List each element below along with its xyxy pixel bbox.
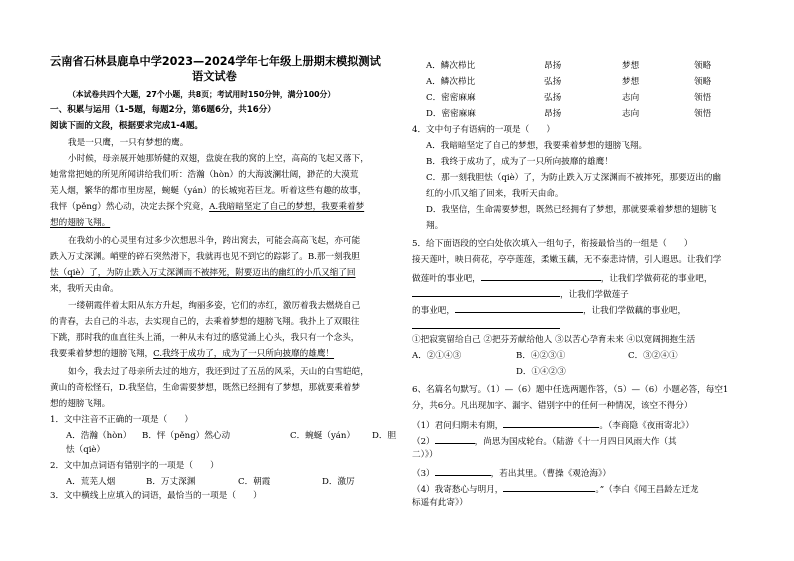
q6-text: 。”（李白《闻王昌龄左迁龙: [595, 485, 699, 495]
q5-option-c: C．③②④①: [628, 351, 678, 361]
passage-line: 黄山的奇松怪石，D.我坚信，生命需要梦想，既然已经拥有了梦想，那就要乘着梦: [50, 383, 361, 393]
q6-text: 。（李商隐《夜雨寄北》）: [599, 421, 694, 431]
q4-option-d-cont: 翔。: [426, 221, 444, 231]
passage-line: 想的翅膀飞翔。: [50, 399, 111, 409]
q1-option-b: B．怦（pěng）然心动: [142, 431, 231, 441]
q3-cell: 领悟: [694, 93, 712, 103]
q5-option-d: D．①④②③: [516, 367, 566, 377]
passage-line: [50, 348, 334, 360]
passage-line: 跌入万丈深渊。峭壁的碎石突然滑下，我就再也见不到它的踪影了。B.那一刻我胆: [50, 252, 360, 262]
q3-stem: 3．文中横线上应填入的词语，最恰当的一项是（ ）: [50, 491, 262, 501]
q1-option-a: A．浩瀚（hòn）: [66, 431, 132, 441]
q6-text: （2）: [412, 437, 435, 447]
q5-text-part: ，让我们学做荷花的事业吧，: [600, 274, 713, 284]
q6-blank-2[interactable]: [435, 433, 475, 444]
q5-blank-2[interactable]: [412, 286, 560, 297]
q3-cell: 弘扬: [544, 77, 562, 87]
q5-text: 接天莲叶，映日荷花，亭亭莲莲，柔嫩玉藕，无不泰悲诗情，引人遐思。让我们学: [412, 255, 722, 265]
q6-text: （4）我寄愁心与明月，: [412, 485, 504, 495]
q1-option-d-cont: 怯（qiè）: [66, 445, 106, 455]
passage-text: 我怦（pěng）然心动，决定去探个究竟，: [50, 202, 210, 212]
passage-line: [50, 201, 364, 213]
q3-cell: 志向: [622, 93, 640, 103]
q6-item-4: [412, 481, 699, 496]
q6-item-3: [412, 465, 611, 480]
passage-line: 她常常把她的所见所闻讲给我们听：浩瀚（hòn）的大海波澜壮阔，渺茫的大漠荒: [50, 170, 359, 180]
q3-cell: C．密密麻麻: [426, 93, 476, 103]
passage-line: 在我幼小的心灵里有过多少次想思斗争，跨出窝去，可能会高高飞起，亦可能: [68, 236, 361, 246]
q6-blank-1[interactable]: [503, 417, 599, 428]
q2-option-d: D．激厉: [322, 477, 355, 487]
q6-item-1: [412, 417, 694, 432]
passage-line: 来，我听天由命。: [50, 284, 119, 294]
sentence-b: 怯（qiè）了，为防止跌入万丈深渊而不被摔死，附要迈出的幽红的小爪又缩了回: [50, 268, 356, 278]
section1-instruction: 阅读下面的文段，根据要求完成1-4题。: [50, 121, 204, 131]
q4-stem: 4．文中句子有语病的一项是（ ）: [412, 125, 555, 135]
q3-cell: 弘扬: [544, 93, 562, 103]
q5-text-part: ，让我们学做藕的事业吧，: [582, 306, 687, 316]
q6-stem-cont: 分，共6分。凡出现加字、漏字、错别字中的任何一种情况，该空不得分）: [412, 401, 693, 411]
exam-subtitle: 语文试卷: [192, 70, 237, 83]
q4-option-c-cont: 红的小爪又缩了回来，我听天由命。: [426, 189, 564, 199]
q3-cell: D．密密麻麻: [426, 109, 476, 119]
q4-option-a: A．我暗暗坚定了自己的梦想，我要乘着梦想的翅膀飞翔。: [426, 141, 648, 151]
passage-line: 芜人烟，繁华的都市里房屋，蜿蜒（yán）的长城宛若巨龙。听着这些有趣的故事，: [50, 186, 367, 196]
q6-blank-3[interactable]: [435, 465, 491, 476]
q2-option-b: B．万丈深渊: [146, 477, 196, 487]
q2-option-a: A．荒芜人烟: [66, 477, 116, 487]
q5-blank-3[interactable]: [455, 302, 583, 313]
sentence-c: C.我终于成功了，成为了一只所向披靡的雄鹰！: [153, 349, 335, 359]
q6-item-2: [412, 433, 677, 448]
q3-cell: 领略: [694, 61, 712, 71]
q6-item-2-cont: 二）》）: [412, 450, 438, 460]
q5-text: [412, 286, 629, 301]
q5-option-b: B．④②③①: [516, 351, 566, 361]
q4-option-b: B．我终于成功了，成为了一只所向披靡的雄鹰！: [426, 157, 613, 167]
passage-line: 一缕朝霞伴着太阳从东方升起，绚丽多姿，它们的赤红，激厉着我去燃烧自己: [68, 301, 361, 311]
q6-text: ，尚思为国戍轮台。（陆游《十一月四日风雨大作（其: [474, 437, 677, 447]
q5-option-a: A．②①④③: [412, 351, 462, 361]
q1-option-d: D．胆: [372, 431, 397, 441]
q3-cell: 昂扬: [544, 61, 562, 71]
passage-line: 的青春，去自己的斗志，去实现自己的，去乘着梦想的翅膀飞翔。我扑上了双眼往: [50, 317, 360, 327]
q3-cell: A．鳞次栉比: [426, 61, 476, 71]
passage-line: 小时候，母亲展开她那矫健的双翅，盘旋在我的窝的上空，高高的飞起又落下，: [68, 154, 369, 164]
exam-title: 云南省石林县鹿阜中学2023—2024学年七年级上册期末模拟测试: [50, 55, 381, 68]
sentence-a: A.我暗暗坚定了自己的梦想，我要乘着梦: [209, 202, 365, 212]
q2-stem: 2．文中加点词语有错别字的一项是（ ）: [50, 461, 219, 471]
q3-cell: 领略: [694, 77, 712, 87]
q5-text: [412, 318, 560, 333]
passage-text: 我要乘着梦想的翅膀飞翔，: [50, 349, 154, 359]
q5-text-part: 做莲叶的事业吧，: [412, 274, 481, 284]
q6-text: （3）: [412, 469, 435, 479]
q2-option-c: C．朝霞: [238, 477, 271, 487]
q5-text: [412, 302, 686, 317]
q3-cell: 昂扬: [544, 109, 562, 119]
section1-heading: 一、积累与运用（1-5题，每题2分，第6题6分，共16分）: [50, 105, 276, 115]
passage-line: 下跳，那时我的血直往头上涌，一种从未有过的感觉涌上心头，我只有一个念头，: [50, 333, 360, 343]
passage-line: 如今，我去过了母亲所去过的地方，我还到过了五岳的风采，天山的白雪皑皑，: [68, 367, 369, 377]
q3-cell: 梦想: [622, 61, 640, 71]
q1-stem: 1．文中注音不正确的一项是（ ）: [50, 415, 193, 425]
q5-items: ①把寂寞留给自己 ②把芬芳献给他人 ③以苦心孕育未来 ④以宽阔拥抱生活: [412, 335, 696, 345]
q6-stem: 6、名篇名句默写。（1）—（6）题中任选两题作答，（5）—（6）小题必答，每空1: [412, 385, 729, 395]
q6-text: （1）君问归期未有期，: [412, 421, 504, 431]
exam-note: （本试卷共四个大题，27个小题，共8页；考试用时150分钟，满分100分）: [68, 90, 336, 99]
q5-text: [412, 270, 713, 285]
q3-cell: 志向: [622, 109, 640, 119]
q3-cell: 领悟: [694, 109, 712, 119]
q5-text-part: 的事业吧，: [412, 306, 455, 316]
q6-text: ，若出其里。（曹操《观沧海》）: [490, 469, 611, 479]
q4-option-d: D．我坚信，生命需要梦想，既然已经拥有了梦想，那就要乘着梦想的翅膀飞: [426, 205, 717, 215]
q6-item-4-cont: 标遥有此寄》）: [412, 498, 468, 508]
q5-blank-4[interactable]: [412, 318, 560, 329]
q1-option-c: C．蜿蜒（yán）: [290, 431, 356, 441]
q5-blank-1[interactable]: [481, 270, 601, 281]
q6-blank-4[interactable]: [503, 481, 595, 492]
q5-text-part: ，让我们学做莲子: [560, 290, 629, 300]
q5-stem: 5．给下面语段的空白处依次填入一组句子，衔接最恰当的一组是（ ）: [412, 239, 693, 249]
passage-p1: 我是一只鹰，一只有梦想的鹰。: [68, 138, 189, 148]
sentence-a-cont: 想的翅膀飞翔。: [50, 218, 111, 228]
q3-cell: A．鳞次栉比: [426, 77, 476, 87]
q3-cell: 梦想: [622, 77, 640, 87]
q4-option-c: C．那一刻我胆怯（qiè）了，为防止跌入万丈深渊而不被摔死，那要迈出的幽: [426, 173, 721, 183]
